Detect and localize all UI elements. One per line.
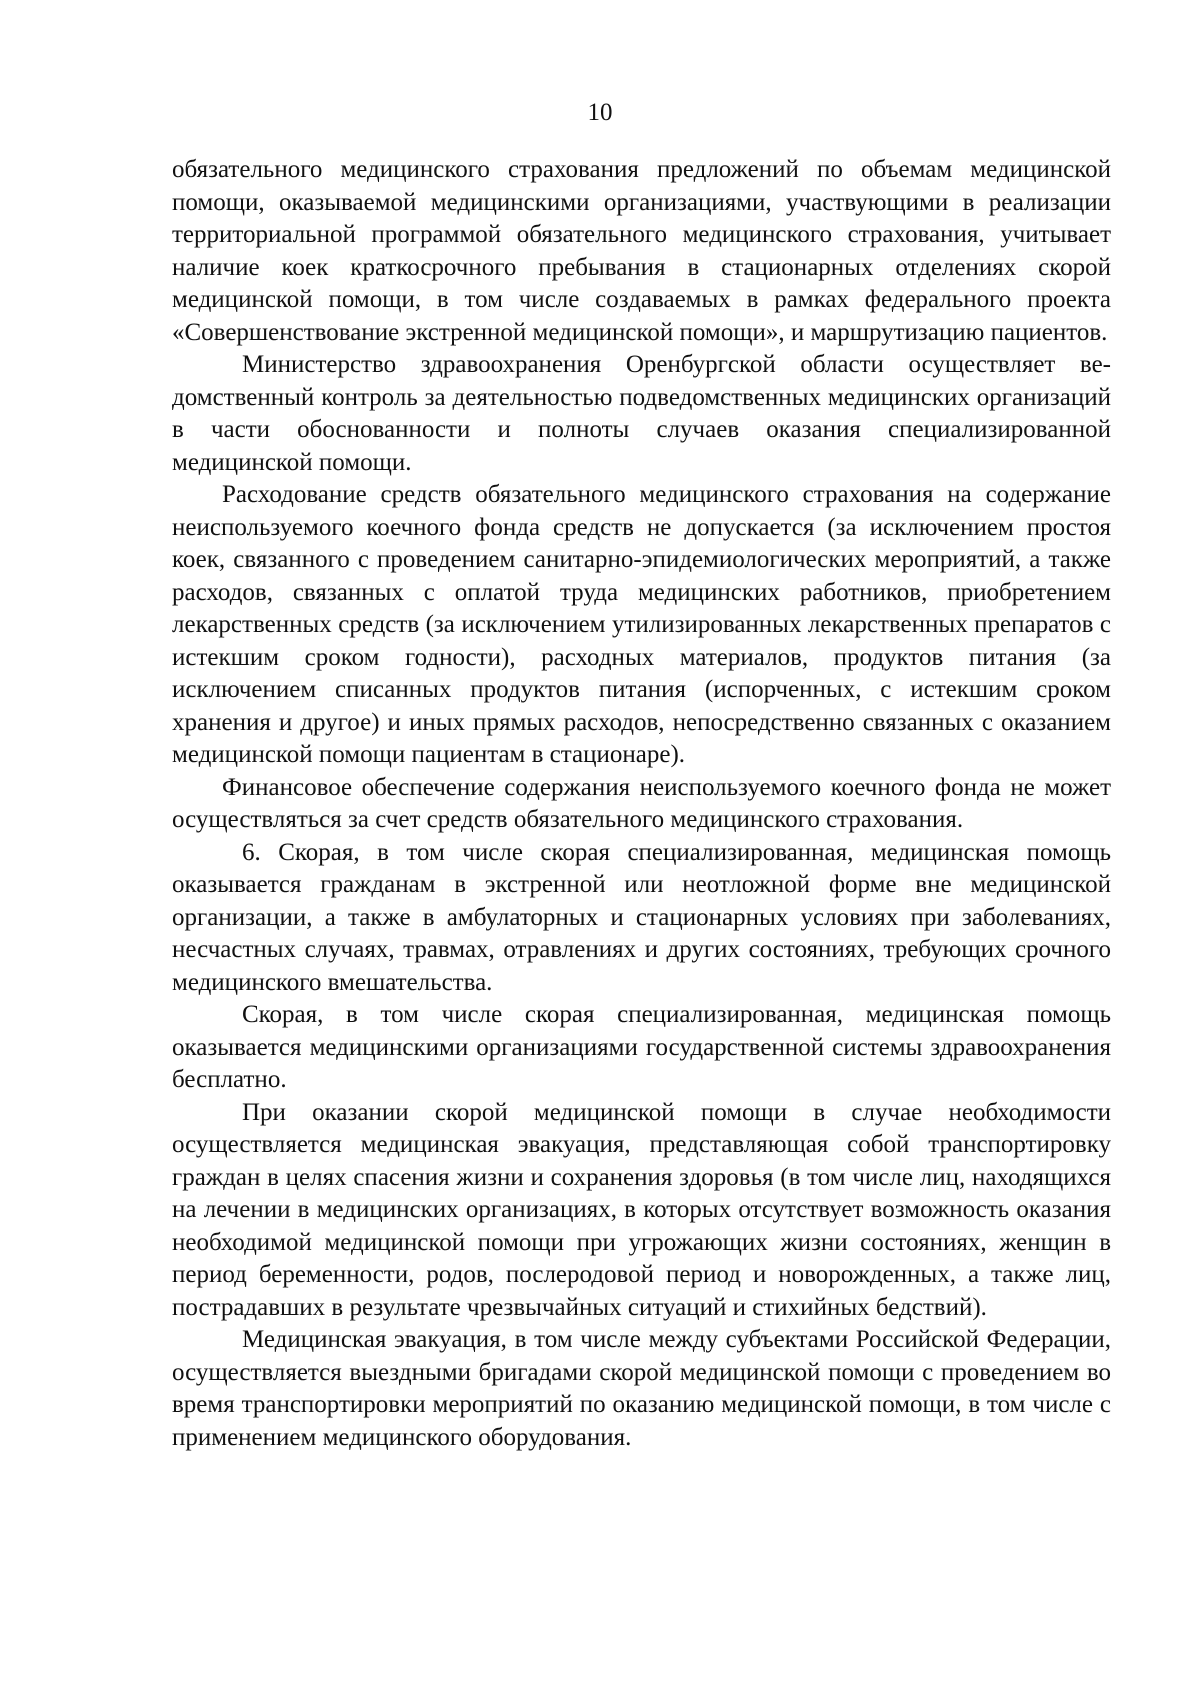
document-body [172,154,1111,1454]
paragraph-ministry-control: Министерство здравоохранения Оренбургской области осуществляет ведомственный контроль за деятельностью подведомственных медицинских организаций в части обоснованности и полноты случаев оказания специализированной медицинской помощи. [172,351,1111,476]
paragraph-emergency-free: Скорая, в том числе скорая специализированная, медицинская помощь оказывается медицинскими организациями государственной системы здравоохранения бесплатно. [172,1001,1111,1093]
paragraph-bed-fund-spending: Расходование средств обязательного медицинского страхования на содержание неиспользуемого коечного фонда средств не допускается (за исключением простоя коек, связанного с проведением санитарно-эпидемиологических мероприятий, а также расходов, связанных с оплатой труда медицинских работников, приобретением лекарственных средств (за исключением утилизированных лекарственных препаратов с истекшим сроком годности), расходных материалов, продуктов питания (за исключением списанных продуктов питания (испорченных, с истекшим сроком хранения и другое) и иных прямых расходов, непосредственно связанных с оказанием медицинской помощи пациентам в стационаре). [172,481,1111,768]
paragraph-bed-fund-financing: Финансовое обеспечение содержания неиспользуемого коечного фонда не может осуществляться за счет средств обязательного медицинского страхования. [172,773,1111,833]
paragraph-evacuation-teams: Медицинская эвакуация, в том числе между субъектами Российской Федерации, осуществляется выездными бригадами скорой медицинской помощи с проведением во время транспортировки мероприятий по оказанию медицинской помощи, в том числе с применением медицинского оборудования. [172,1326,1111,1451]
page-number: 10 [587,99,613,126]
paragraph-emergency-care: 6. Скорая, в том числе скорая специализированная, медицинская помощь оказывается гражданам в экстренной или неотложной форме вне медицинской организации, а также в амбулаторных и стационарных условиях при заболеваниях, несчастных случаях, травмах, отравлениях и других состояниях, требующих срочного медицинского вмешательства. [172,838,1111,996]
paragraph-medical-evacuation: При оказании скорой медицинской помощи в случае необходимости осуществляется медицинская эвакуация, представляющая собой транспортировку граждан в целях спасения жизни и сохранения здоровья (в том числе лиц, находящихся на лечении в медицинских организациях, в которых отсутствует возможность оказания необходимой медицинской помощи при угрожающих жизни состояниях, женщин в период беременности, родов, послеродовой период и новорожденных, а также лиц, пострадавших в результате чрезвычайных ситуаций и стихийных бедствий). [172,1098,1111,1321]
paragraph-continuation: обязательного медицинского страхования предложений по объемам медицинской помощи, оказываемой медицинскими организациями, участвующими в реализации территориальной программой обязательного медицинского страхования, учитывает наличие коек краткосрочного пребывания в стационарных отделениях скорой медицинской помощи, в том числе создаваемых в рамках федерального проекта «Совершенствование экстренной медицинской помощи», и маршрутизацию пациентов. [172,156,1111,346]
